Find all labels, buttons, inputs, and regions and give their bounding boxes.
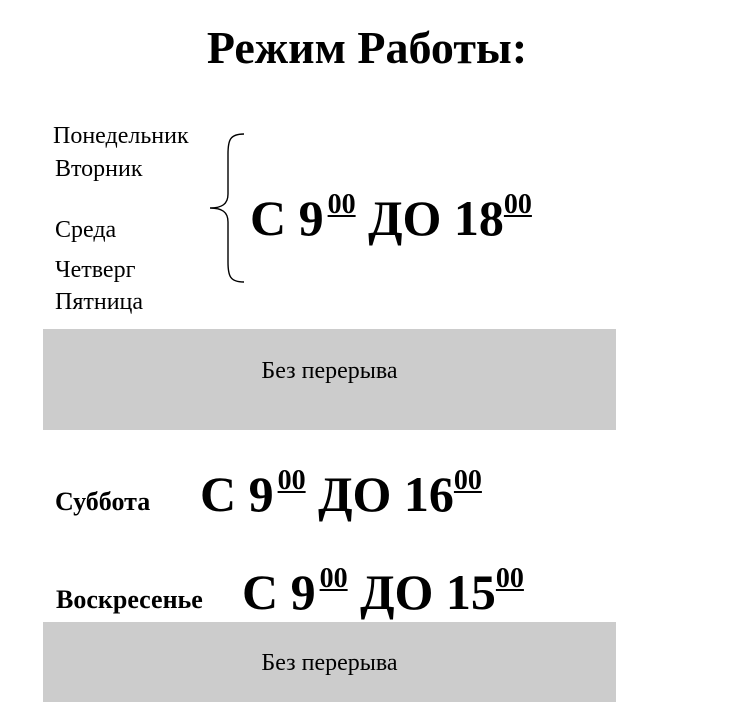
sunday-hours-to-min: 00 — [495, 563, 524, 594]
day-wednesday: Среда — [55, 217, 117, 243]
weekday-hours-to: ДО 18 — [368, 190, 504, 246]
saturday-hours-from-min: 00 — [277, 465, 306, 496]
no-break-band-2 — [43, 622, 616, 702]
weekday-hours — [250, 188, 532, 257]
weekday-hours-from: С 9 — [250, 190, 324, 246]
weekday-hours-to-min: 00 — [503, 189, 532, 220]
sunday-label: Воскресенье — [56, 585, 203, 614]
saturday-hours-to: ДО 16 — [318, 466, 454, 522]
no-break-band — [43, 329, 616, 430]
day-friday: Пятница — [55, 289, 144, 315]
saturday-label: Суббота — [55, 487, 151, 516]
saturday-hours — [200, 464, 482, 533]
no-break-label-2: Без перерыва — [261, 650, 398, 676]
day-tuesday: Вторник — [55, 156, 143, 182]
saturday-hours-to-min: 00 — [453, 465, 482, 496]
weekday-hours-from-min: 00 — [327, 189, 356, 220]
sunday-hours-from: С 9 — [242, 564, 316, 620]
sunday-hours — [242, 562, 524, 631]
no-break-label: Без перерыва — [261, 358, 398, 384]
sunday-hours-from-min: 00 — [319, 563, 348, 594]
page-title: Режим Работы: — [206, 22, 528, 73]
curly-brace-icon — [206, 132, 248, 284]
day-monday: Понедельник — [53, 123, 189, 149]
saturday-hours-from: С 9 — [200, 466, 274, 522]
day-thursday: Четверг — [55, 257, 136, 283]
sunday-hours-to: ДО 15 — [360, 564, 496, 620]
